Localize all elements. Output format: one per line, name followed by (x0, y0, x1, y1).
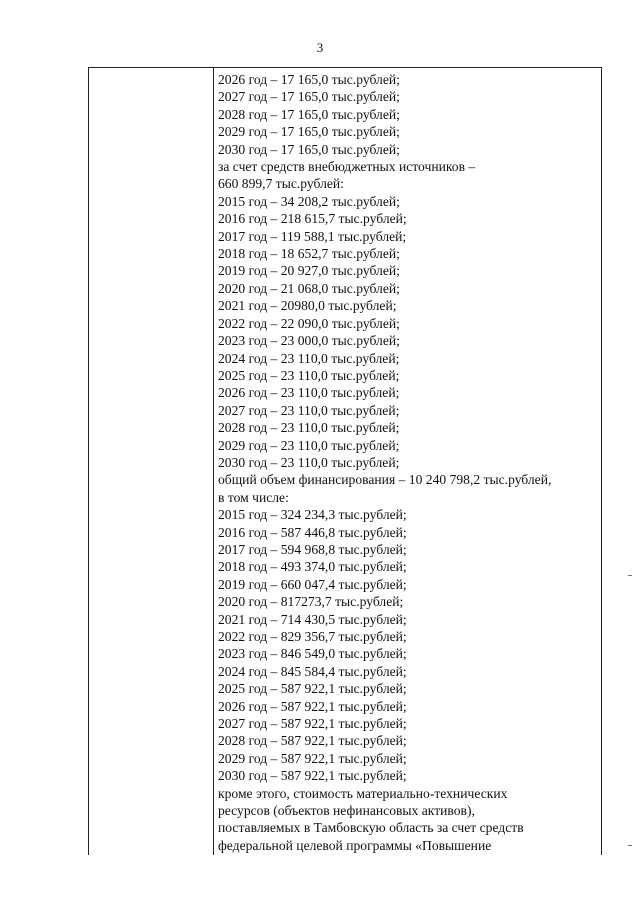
text-line: поставляемых в Тамбовскую область за счет средств (218, 820, 524, 836)
text-line: 2028 год – 23 110,0 тыс.рублей; (218, 420, 400, 436)
text-line: 2030 год – 17 165,0 тыс.рублей; (218, 141, 400, 157)
text-line: 2020 год – 817273,7 тыс.рублей; (218, 594, 404, 610)
text-line: 660 899,7 тыс.рублей: (218, 176, 344, 192)
page-number: 3 (316, 40, 324, 55)
text-line: 2028 год – 17 165,0 тыс.рублей; (218, 106, 400, 122)
text-line: в том числе: (218, 489, 289, 505)
text-line: 2018 год – 18 652,7 тыс.рублей; (218, 246, 400, 262)
text-line: 2027 год – 23 110,0 тыс.рублей; (218, 402, 400, 418)
text-line: 2022 год – 829 356,7 тыс.рублей; (218, 629, 407, 644)
text-line: 2026 год – 587 922,1 тыс.рублей; (218, 698, 407, 714)
text-line: 2021 год – 20980,0 тыс.рублей; (218, 298, 397, 314)
text-line: 2015 год – 324 234,3 тыс.рублей; (218, 507, 407, 523)
text-line: ресурсов (объектов нефинансовых активов), (218, 803, 475, 819)
text-line: 2029 год – 23 110,0 тыс.рублей; (218, 437, 400, 453)
text-line: 2023 год – 846 549,0 тыс.рублей; (218, 646, 407, 662)
text-line: 2015 год – 34 208,2 тыс.рублей; (218, 193, 400, 209)
text-line: 2016 год – 218 615,7 тыс.рублей; (218, 211, 407, 227)
text-line: 2023 год – 23 000,0 тыс.рублей; (218, 333, 400, 349)
text-line: 2027 год – 587 922,1 тыс.рублей; (218, 716, 407, 732)
text-line: за счет средств внебюджетных источников – (218, 159, 476, 175)
text-line: 2016 год – 587 446,8 тыс.рублей; (218, 524, 407, 540)
text-line: 2030 год – 23 110,0 тыс.рублей; (218, 454, 400, 470)
table-right-cell (218, 71, 600, 854)
text-line: кроме этого, стоимость материально-технических (218, 785, 508, 801)
text-line: 2018 год – 493 374,0 тыс.рублей; (218, 559, 407, 575)
text-line: 2017 год – 119 588,1 тыс.рублей; (218, 228, 407, 244)
text-line: 2026 год – 17 165,0 тыс.рублей; (218, 72, 400, 87)
text-line: 2029 год – 17 165,0 тыс.рублей; (218, 124, 400, 140)
text-line: 2019 год – 20 927,0 тыс.рублей; (218, 263, 400, 279)
text-line: 2022 год – 22 090,0 тыс.рублей; (218, 315, 400, 331)
text-line: 2020 год – 21 068,0 тыс.рублей; (218, 280, 400, 296)
text-line: 2027 год – 17 165,0 тыс.рублей; (218, 89, 400, 105)
scan-mark (628, 845, 632, 846)
text-line: 2026 год – 23 110,0 тыс.рублей; (218, 385, 400, 401)
text-line: федеральной целевой программы «Повышение (218, 837, 492, 853)
text-line: 2030 год – 587 922,1 тыс.рублей; (218, 768, 407, 784)
scan-mark (628, 575, 632, 576)
table-column-divider (213, 67, 214, 855)
text-line: 2029 год – 587 922,1 тыс.рублей; (218, 750, 407, 766)
text-line: 2017 год – 594 968,8 тыс.рублей; (218, 541, 407, 557)
text-line: 2019 год – 660 047,4 тыс.рублей; (218, 576, 407, 592)
text-line: 2024 год – 845 584,4 тыс.рублей; (218, 663, 407, 679)
text-line: 2025 год – 23 110,0 тыс.рублей; (218, 367, 400, 383)
text-line: 2025 год – 587 922,1 тыс.рублей; (218, 681, 407, 697)
text-line: 2021 год – 714 430,5 тыс.рублей; (218, 611, 407, 627)
text-line: общий объем финансирования – 10 240 798,2 тыс.рублей, (218, 472, 552, 488)
text-line: 2028 год – 587 922,1 тыс.рублей; (218, 733, 407, 749)
text-line: 2024 год – 23 110,0 тыс.рублей; (218, 350, 400, 366)
